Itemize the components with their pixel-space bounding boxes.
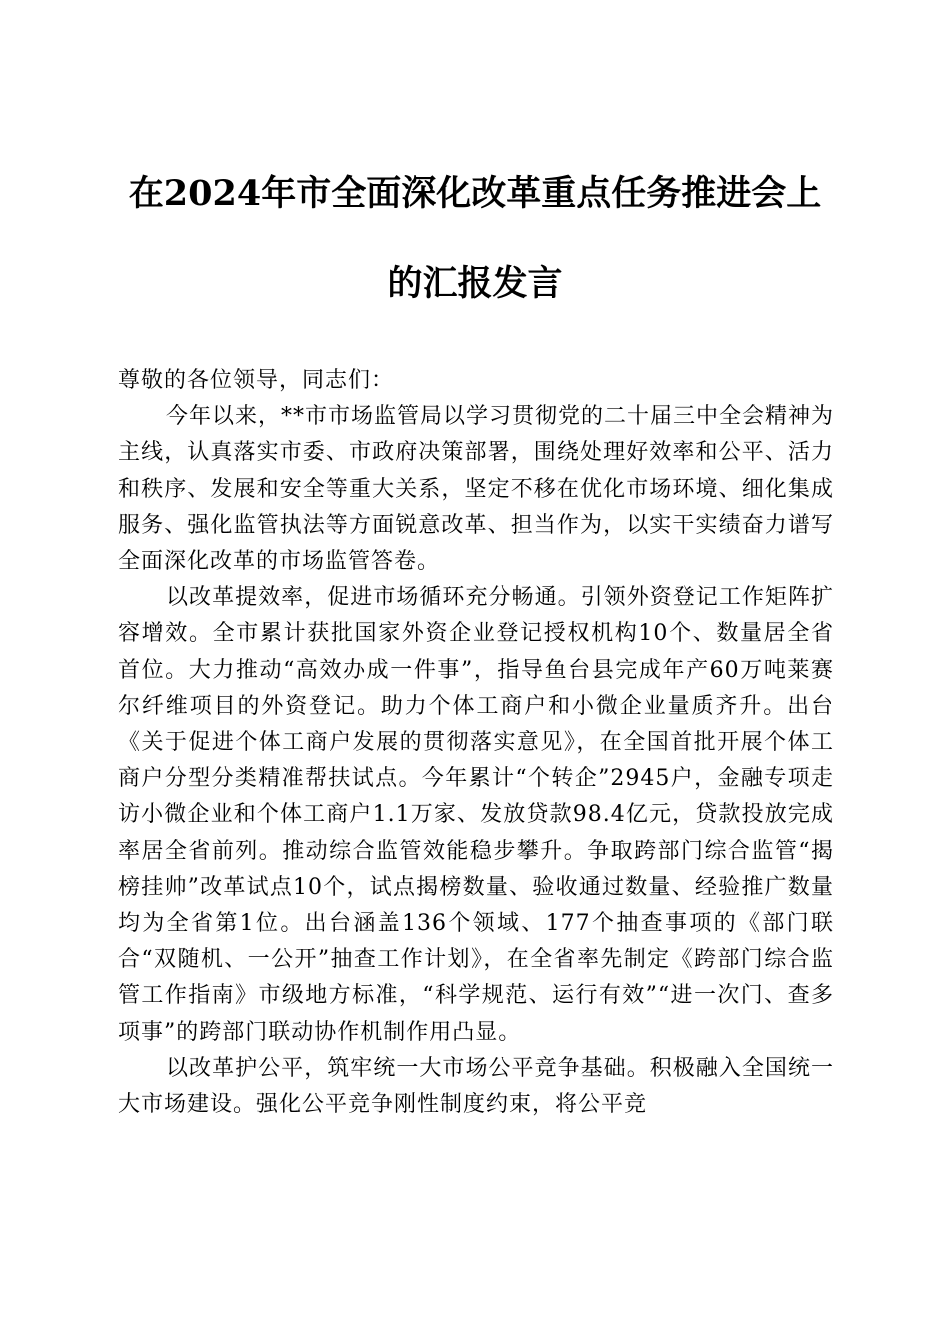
document-title-line-1: 在2024年市全面深化改革重点任务推进会上	[128, 173, 822, 214]
paragraph-efficiency: 以改革提效率，促进市场循环充分畅通。引领外资登记工作矩阵扩容增效。全市累计获批国家外资企业登记授权机构10个、数量居全省首位。大力推动“高效办成一件事”，指导鱼台县完成年产60万吨莱赛尔纤维项目的外资登记。助力个体工商户和小微企业量质齐升。出台《关于促进个体工商户发展的贯彻落实意见》，在全国首批开展个体工商户分型分类精准帮扶试点。今年累计“个转企”2945户，金融专项走访小微企业和个体工商户1.1万家、发放贷款98.4亿元，贷款投放完成率居全省前列。推动综合监管效能稳步攀升。争取跨部门综合监管“揭榜挂帅”改革试点10个，试点揭榜数量、验收通过数量、经验推广数量均为全省第1位。出台涵盖136个领域、177个抽查事项的《部门联合“双随机、一公开”抽查工作计划》，在全省率先制定《跨部门综合监管工作指南》市级地方标准，“科学规范、运行有效”“进一次门、查多项事”的跨部门联动协作机制作用凸显。	[118, 585, 834, 1045]
document-title-line-2: 的汇报发言	[387, 263, 563, 304]
paragraph-fairness: 以改革护公平，筑牢统一大市场公平竞争基础。积极融入全国统一大市场建设。强化公平竞争刚性制度约束，将公平竞	[118, 1055, 834, 1118]
salutation: 尊敬的各位领导，同志们：	[118, 368, 395, 393]
paragraph-intro: 今年以来，**市市场监管局以学习贯彻党的二十届三中全会精神为主线，认真落实市委、市政府决策部署，围绕处理好效率和公平、活力和秩序、发展和安全等重大关系，坚定不移在优化市场环境、细化集成服务、强化监管执法等方面锐意改革、担当作为，以实干实绩奋力谱写全面深化改革的市场监管答卷。	[118, 404, 835, 575]
document-body	[118, 363, 834, 1123]
